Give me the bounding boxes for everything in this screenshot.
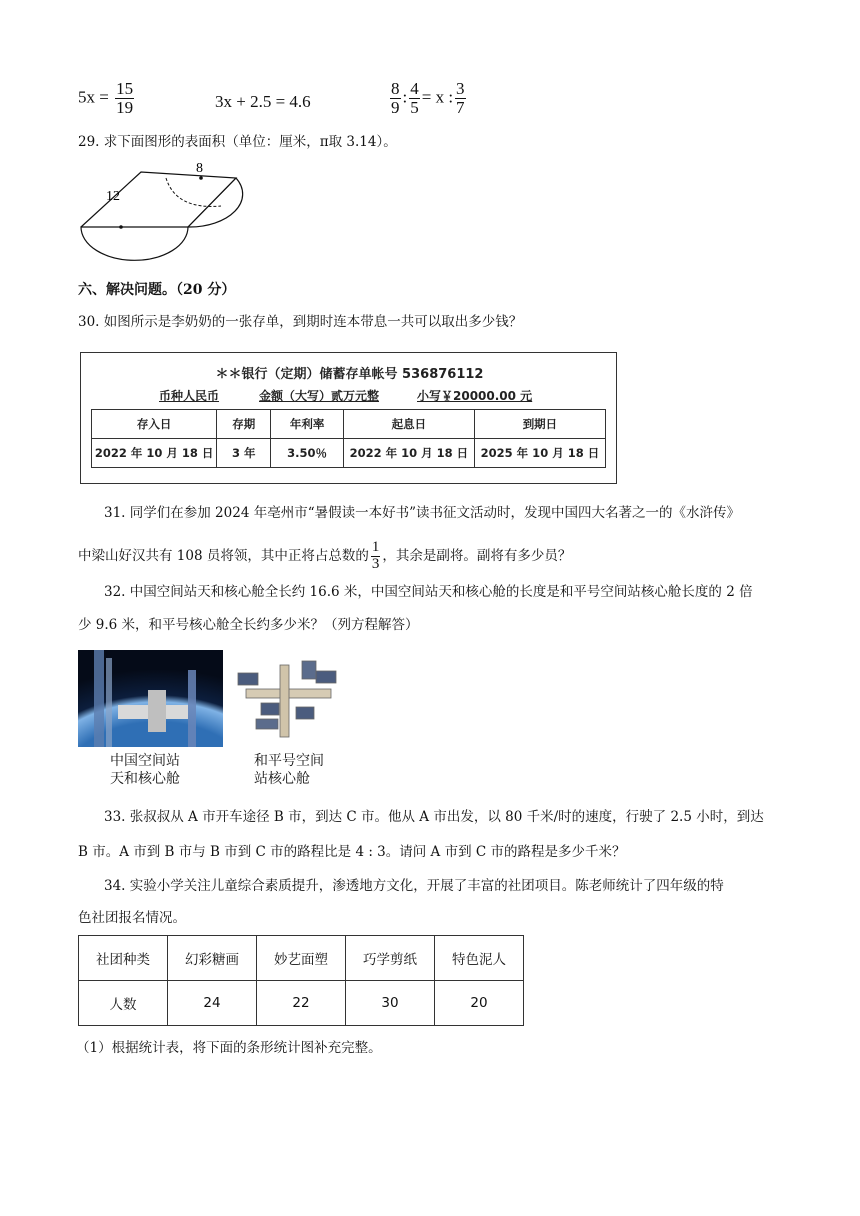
equation-2: 3x + 2.5 = 4.6 (215, 92, 311, 111)
stats-cell: 24 (168, 981, 257, 1026)
question-34-sub-1: （1）根据统计表，将下面的条形统计图补充完整。 (76, 1040, 382, 1056)
equation-1-fraction (115, 80, 134, 117)
mir-station-photo (236, 655, 341, 747)
slip-header-cell: 存入日 (92, 410, 217, 439)
caption-line: 站核心舱 (254, 771, 310, 787)
question-31-line-2 (78, 540, 571, 573)
equation-3-fraction-c (455, 80, 466, 117)
tianhe-caption (110, 752, 180, 788)
fraction-numerator: 1 (371, 539, 380, 555)
stats-header-cell: 幻彩糖画 (168, 936, 257, 981)
equation-1-lhs: 5x = (78, 87, 109, 107)
equation-3-middle: = x : (421, 87, 454, 107)
question-32-line-1: 32. 中国空间站天和核心舱全长约 16.6 米，中国空间站天和核心舱的长度是和平号空间站核心舱长度的 2 倍 (104, 584, 753, 600)
stats-cell: 30 (346, 981, 435, 1026)
fraction-numerator: 8 (391, 79, 400, 98)
question-31-text-before: 中梁山好汉共有 108 员将领，其中正将占总数的 (78, 547, 369, 564)
section-title: 六、解决问题。（20 分） (78, 282, 236, 298)
stats-header-row (79, 936, 524, 981)
stats-header-cell: 巧学剪纸 (346, 936, 435, 981)
slip-title: ＊＊银行（定期）储蓄存单帐号 536876112 (215, 367, 484, 382)
question-33-line-1: 33. 张叔叔从 A 市开车途径 B 市，到达 C 市。他从 A 市出发，以 80 千米/时的速度，行驶了 2.5 小时，到达 (104, 809, 764, 825)
width-label: 8 (196, 161, 203, 176)
fraction-denominator: 3 (371, 555, 380, 572)
fraction-numerator: 15 (116, 79, 134, 98)
slip-header-row (92, 410, 606, 439)
stats-data-row (79, 981, 524, 1026)
slip-cell: 3.50％ (271, 439, 343, 468)
slip-header-cell: 存期 (217, 410, 271, 439)
question-33-line-2: B 市。A 市到 B 市与 B 市到 C 市的路程比是 4 : 3。请问 A 市到 C 市的路程是多少千米？ (78, 844, 626, 860)
tianhe-module-photo (78, 650, 223, 747)
fraction-denominator: 19 (116, 97, 134, 117)
stats-header-cell: 特色泥人 (435, 936, 524, 981)
slip-header-cell: 起息日 (343, 410, 474, 439)
question-31-fraction (371, 540, 381, 573)
slip-cell: 2022 年 10 月 18 日 (92, 439, 217, 468)
stats-cell: 20 (435, 981, 524, 1026)
slip-table (91, 409, 606, 468)
caption-line: 和平号空间 (254, 753, 324, 769)
slip-header-cell: 年利率 (271, 410, 343, 439)
fraction-numerator: 3 (456, 79, 465, 98)
caption-line: 中国空间站 (110, 753, 180, 769)
mir-caption (254, 752, 324, 788)
half-cylinder-figure (76, 158, 246, 264)
stats-header-cell: 妙艺面塑 (257, 936, 346, 981)
slip-amount-upper: 金额（大写）贰万元整 (259, 389, 380, 403)
slip-header-cell: 到期日 (474, 410, 605, 439)
question-34-line-1: 34. 实验小学关注儿童综合素质提升，渗透地方文化，开展了丰富的社团项目。陈老师统计了四年级的特 (104, 878, 724, 894)
stats-header-cell: 社团种类 (79, 936, 168, 981)
fraction-numerator: 4 (410, 79, 419, 98)
stats-cell: 22 (257, 981, 346, 1026)
question-29-text: 29. 求下面图形的表面积（单位：厘米，π取 3.14）。 (78, 134, 397, 150)
question-32-line-2: 少 9.6 米，和平号核心舱全长约多少米？（列方程解答） (78, 617, 419, 633)
slip-cell: 2022 年 10 月 18 日 (343, 439, 474, 468)
equation-3-fraction-b (409, 80, 420, 117)
equation-3: $\frac{8}{9}$ : $\frac{4}{5}$ = x : $\frac{3}{7}$ (391, 79, 465, 117)
club-stats-table (78, 935, 524, 1026)
fraction-denominator: 9 (391, 97, 400, 117)
question-31-text-after: ，其余是副将。副将有多少员？ (382, 547, 572, 564)
question-31-line-1: 31. 同学们在参加 2024 年亳州市“暑假读一本好书”读书征文活动时，发现中国四大名著之一的《水浒传》 (104, 505, 741, 521)
fraction-denominator: 7 (456, 97, 465, 117)
question-30-text: 30. 如图所示是李奶奶的一张存单，到期时连本带息一共可以取出多少钱？ (78, 314, 523, 330)
question-34-line-2: 色社团报名情况。 (78, 910, 186, 926)
slip-cell: 2025 年 10 月 18 日 (474, 439, 605, 468)
equation-1 (78, 80, 136, 117)
stats-cell: 人数 (79, 981, 168, 1026)
deposit-slip (80, 352, 617, 484)
slip-amount-lower: 小写￥20000.00 元 (417, 389, 533, 403)
fraction-denominator: 5 (410, 97, 419, 117)
caption-line: 天和核心舱 (110, 771, 180, 787)
length-label: 12 (106, 189, 120, 204)
slip-cell: 3 年 (217, 439, 271, 468)
equation-3-fraction-a (390, 80, 401, 117)
slip-data-row (92, 439, 606, 468)
slip-currency: 币种人民币 (159, 389, 220, 403)
